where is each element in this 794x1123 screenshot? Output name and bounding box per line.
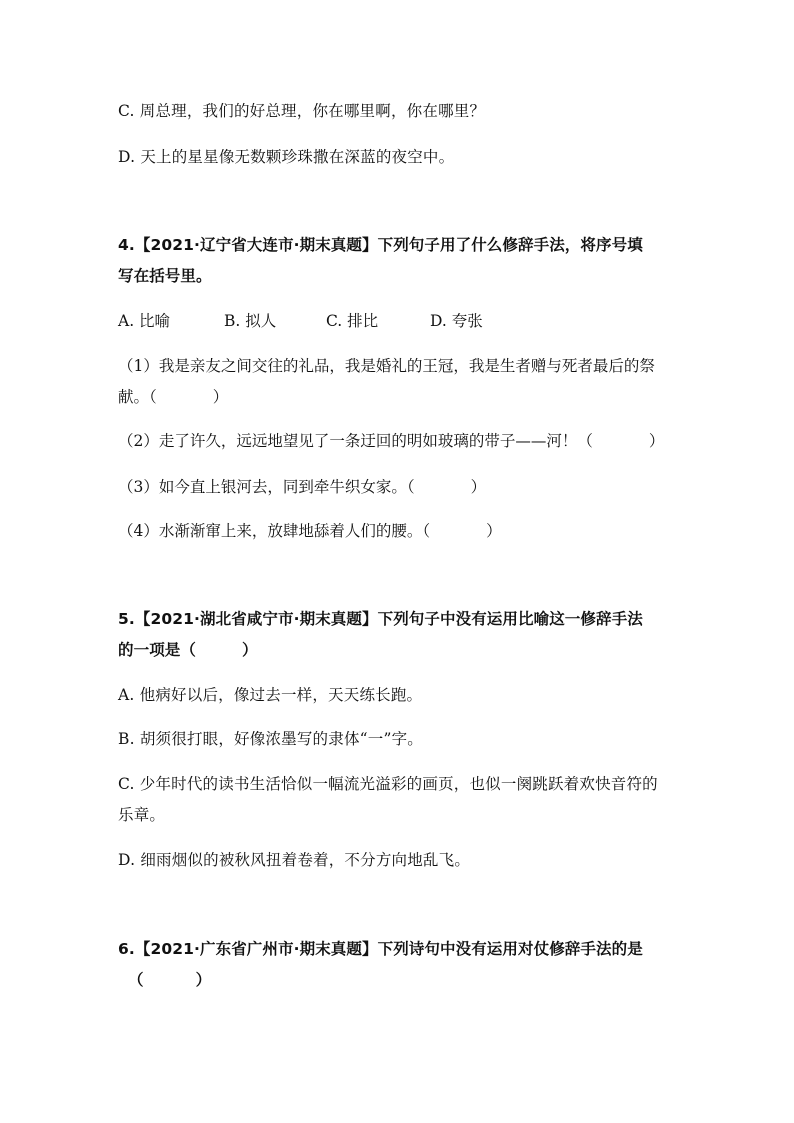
q4-title-line1: 4.【2021·辽宁省大连市·期末真题】下列句子用了什么修辞手法，将序号填 xyxy=(118,236,643,254)
q4-choice-b: B. 拟人 xyxy=(224,312,277,330)
q5-option-c-line2: 乐章。 xyxy=(118,806,166,824)
q4-choice-d: D. 夸张 xyxy=(430,312,483,330)
q4-item2-close: ） xyxy=(648,432,665,450)
q4-item4-close: ） xyxy=(486,522,502,540)
q5-option-c-line1: C. 少年时代的读书生活恰似一幅流光溢彩的画页，也似一阕跳跃着欢快音符的 xyxy=(118,775,658,793)
q5-option-a: A. 他病好以后，像过去一样，天天练长跑。 xyxy=(118,686,423,704)
q4-item2-text: （2）走了许久，远远地望见了一条迂回的明如玻璃的带子——河！（ xyxy=(118,432,593,450)
q4-item3-text: （3）如今直上银河去，同到牵牛织女家。（ xyxy=(118,478,415,496)
q4-item3-close: ） xyxy=(470,478,487,496)
q4-item1-prefix: 献。（ xyxy=(118,388,157,406)
q5-title-line1: 5.【2021·湖北省咸宁市·期末真题】下列句子中没有运用比喻这一修辞手法 xyxy=(118,610,643,628)
q3-option-d: D. 天上的星星像无数颗珍珠撒在深蓝的夜空中。 xyxy=(118,148,455,166)
q6-title-line1: 6.【2021·广东省广州市·期末真题】下列诗句中没有运用对仗修辞手法的是 xyxy=(118,940,643,958)
q4-choice-c: C. 排比 xyxy=(326,312,379,330)
q4-choice-a: A. 比喻 xyxy=(118,312,171,330)
q6-title-line2 xyxy=(128,970,211,990)
q5-title-line2 xyxy=(118,640,258,660)
q4-item3 xyxy=(118,477,486,497)
q6-close-paren: ） xyxy=(195,971,212,989)
q4-item4 xyxy=(118,521,502,541)
q4-item1-line2 xyxy=(118,387,228,407)
q5-option-b: B. 胡须很打眼，好像浓墨写的隶体“一”字。 xyxy=(118,730,423,748)
q5-option-d: D. 细雨烟似的被秋风扭着卷着，不分方向地乱飞。 xyxy=(118,851,471,869)
q4-item1-close: ） xyxy=(212,388,229,406)
q4-item4-text: （4）水渐渐窜上来，放肆地舔着人们的腰。（ xyxy=(118,522,431,540)
q5-title-close: ） xyxy=(242,641,258,659)
q4-item1-line1: （1）我是亲友之间交往的礼品，我是婚礼的王冠，我是生者赠与死者最后的祭 xyxy=(118,357,655,375)
q3-option-c: C. 周总理，我们的好总理，你在哪里啊，你在哪里？ xyxy=(118,102,486,120)
q4-item2 xyxy=(118,431,664,451)
q5-title-prefix: 的一项是（ xyxy=(118,641,197,659)
q4-title-line2: 写在括号里。 xyxy=(118,267,212,285)
q6-open-paren: （ xyxy=(128,971,144,989)
